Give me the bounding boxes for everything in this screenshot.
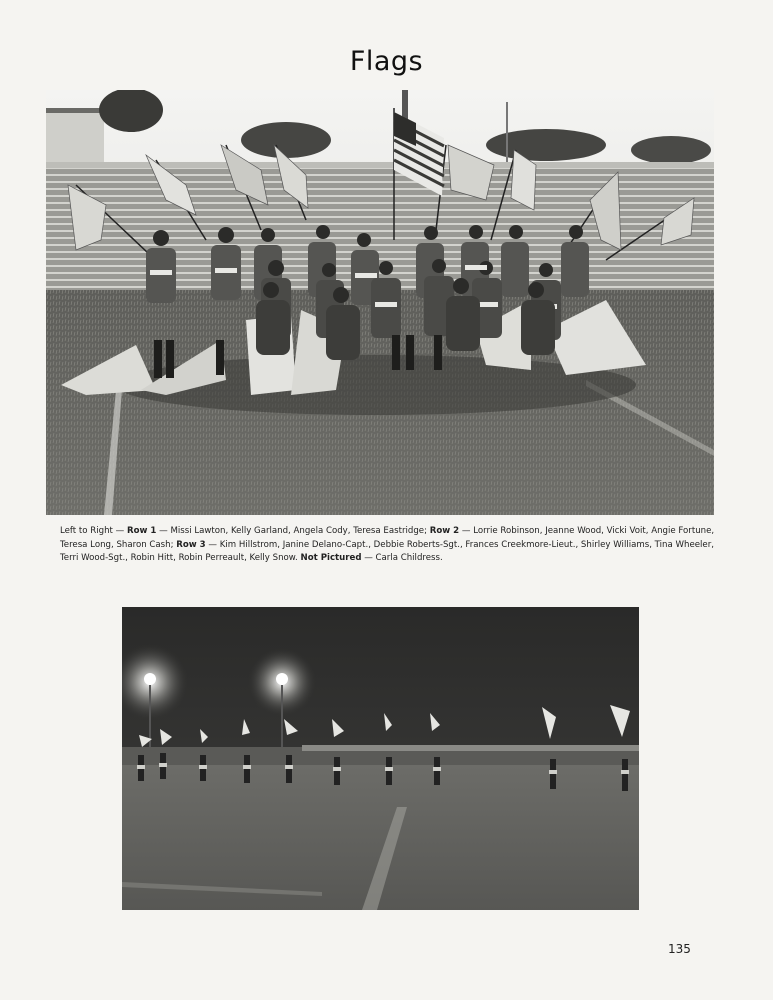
caption-row3-names: — Kim Hillstrom, Janine Delano-Capt., Debbie Roberts-Sgt., Frances Creekmore-Lieut., Shirley Williams, Tina Wheeler, Terri Wood-Sgt., Robin Hitt, Robin Perreault, Kelly Snow. bbox=[60, 539, 714, 563]
caption-row3-label: Row 3 bbox=[176, 539, 206, 550]
page-title: Flags bbox=[349, 46, 424, 77]
caption-not-pictured-names: — Carla Childress. bbox=[361, 553, 443, 563]
caption-row2-names: — Lorrie Robinson, Jeanne Wood, Vicki Voit, Angie Fortune, Teresa Long, Sharon Cash; bbox=[60, 526, 715, 550]
photo-caption bbox=[60, 525, 716, 566]
flag-corps-group-photo bbox=[46, 90, 714, 515]
flag-corps-night-performance-photo bbox=[122, 607, 639, 910]
caption-row1-names: — Missi Lawton, Kelly Garland, Angela Cody, Teresa Eastridge; bbox=[156, 526, 430, 536]
page-number: 135 bbox=[668, 942, 691, 956]
caption-intro: Left to Right — bbox=[60, 526, 127, 536]
caption-row1-label: Row 1 bbox=[126, 526, 157, 536]
caption-row2-label: Row 2 bbox=[429, 526, 460, 536]
caption-not-pictured-label: Not Pictured bbox=[300, 553, 362, 563]
